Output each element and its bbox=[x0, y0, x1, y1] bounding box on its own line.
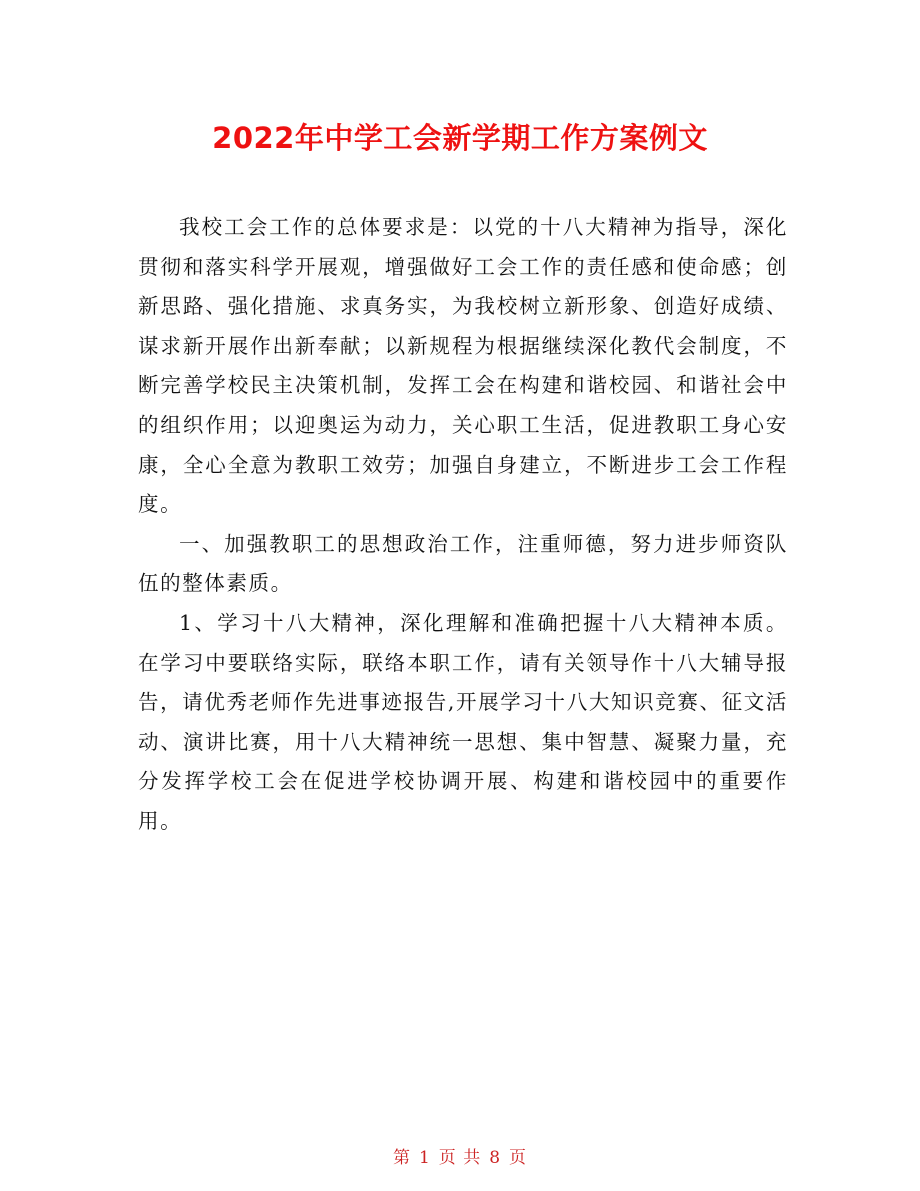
footer-total-pages: 8 bbox=[489, 1148, 502, 1168]
paragraph-overall-requirements: 我校工会工作的总体要求是：以党的十八大精神为指导，深化贯彻和落实科学开展观，增强做好工会工作的责任感和使命感；创新思路、强化措施、求真务实，为我校树立新形象、创造好成绩、谋求新开展作出新奉献；以新规程为根据继续深化教代会制度，不断完善学校民主决策机制，发挥工会在构建和谐校园、和谐社会中的组织作用；以迎奥运为动力，关心职工生活，促进教职工身心安康，全心全意为教职工效劳；加强自身建立，不断进步工会工作程度。 bbox=[138, 215, 788, 517]
document-title: 2022年中学工会新学期工作方案例文 bbox=[212, 121, 708, 155]
paragraph-item-one: 1、学习十八大精神，深化理解和准确把握十八大精神本质。在学习中要联络实际，联络本职工作，请有关领导作十八大辅导报告，请优秀老师作先进事迹报告,开展学习十八大知识竞赛、征文活动、演讲比赛，用十八大精神统一思想、集中智慧、凝聚力量，充分发挥学校工会在促进学校协调开展、构建和谐校园中的重要作用。 bbox=[138, 610, 788, 833]
paragraph-section-one-heading: 一、加强教职工的思想政治工作，注重师德，努力进步师资队伍的整体素质。 bbox=[138, 531, 788, 596]
document-body bbox=[138, 208, 788, 842]
footer-mid: 页 共 bbox=[438, 1148, 482, 1168]
page-number-footer bbox=[0, 1143, 920, 1168]
footer-current-page: 1 bbox=[418, 1148, 431, 1168]
footer-prefix: 第 bbox=[392, 1148, 411, 1168]
footer-suffix: 页 bbox=[509, 1148, 528, 1168]
